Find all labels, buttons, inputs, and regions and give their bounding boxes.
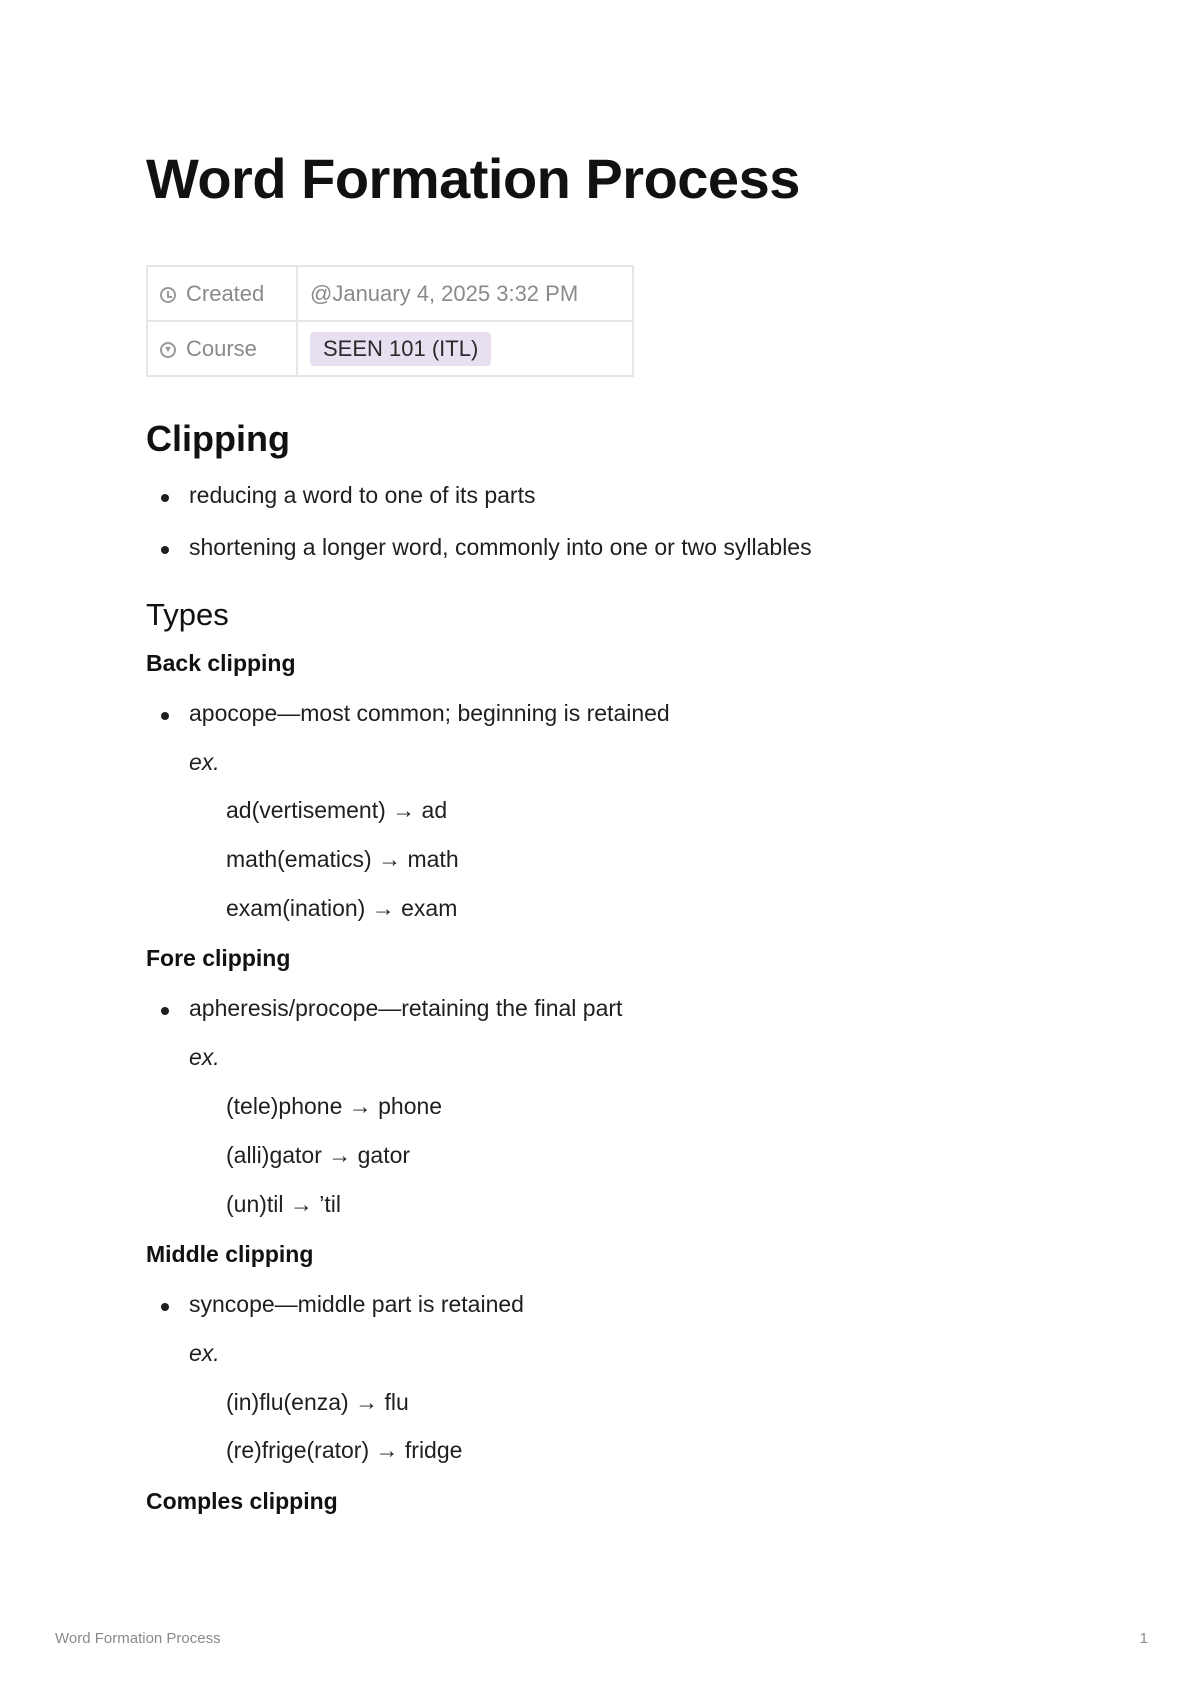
property-row-course: [147, 321, 633, 376]
heading-back-clipping: Back clipping: [146, 650, 296, 676]
property-key-created: [147, 266, 297, 321]
example-item: (un)til → ’til: [226, 1191, 342, 1217]
list-item-text: apheresis/procope—retaining the final part: [189, 995, 623, 1021]
example-item: exam(ination) → exam: [226, 895, 458, 921]
bullet-icon: [161, 494, 169, 502]
list-item-text: apocope—most common; beginning is retained: [189, 700, 670, 726]
created-value[interactable]: @January 4, 2025 3:32 PM: [297, 266, 633, 321]
example-item: (in)flu(enza) → flu: [226, 1389, 409, 1415]
course-label: Course: [186, 335, 257, 361]
course-tag[interactable]: SEEN 101 (ITL): [310, 332, 491, 366]
footer-doc-title: Word Formation Process: [55, 1630, 221, 1647]
list-item-text: shortening a longer word, commonly into one or two syllables: [189, 534, 812, 560]
example-item: (alli)gator → gator: [226, 1142, 411, 1168]
property-row-created: [147, 266, 633, 321]
bullet-icon: [161, 712, 169, 720]
footer-page-number: 1: [1139, 1630, 1148, 1647]
bullet-icon: [161, 546, 169, 554]
example-item: (re)frige(rator) → fridge: [226, 1437, 463, 1463]
example-item: ad(vertisement) → ad: [226, 797, 448, 823]
heading-middle-clipping: Middle clipping: [146, 1241, 314, 1267]
page-title: Word Formation Process: [146, 147, 800, 210]
course-value-cell[interactable]: [297, 321, 633, 376]
bullet-icon: [161, 1303, 169, 1311]
heading-complex-clipping: Comples clipping: [146, 1488, 338, 1514]
list-item-text: syncope—middle part is retained: [189, 1291, 524, 1317]
select-icon: [160, 342, 176, 358]
example-label: ex.: [189, 1044, 220, 1070]
bullet-icon: [161, 1007, 169, 1015]
properties-table: [146, 265, 634, 377]
heading-fore-clipping: Fore clipping: [146, 945, 291, 971]
heading-types: Types: [146, 597, 229, 632]
heading-clipping: Clipping: [146, 418, 290, 459]
clock-icon: [160, 287, 176, 303]
example-item: (tele)phone → phone: [226, 1093, 443, 1119]
created-label: Created: [186, 280, 265, 306]
property-key-course: [147, 321, 297, 376]
example-label: ex.: [189, 1340, 220, 1366]
example-label: ex.: [189, 749, 220, 775]
list-item-text: reducing a word to one of its parts: [189, 482, 536, 508]
example-item: math(ematics) → math: [226, 846, 459, 872]
